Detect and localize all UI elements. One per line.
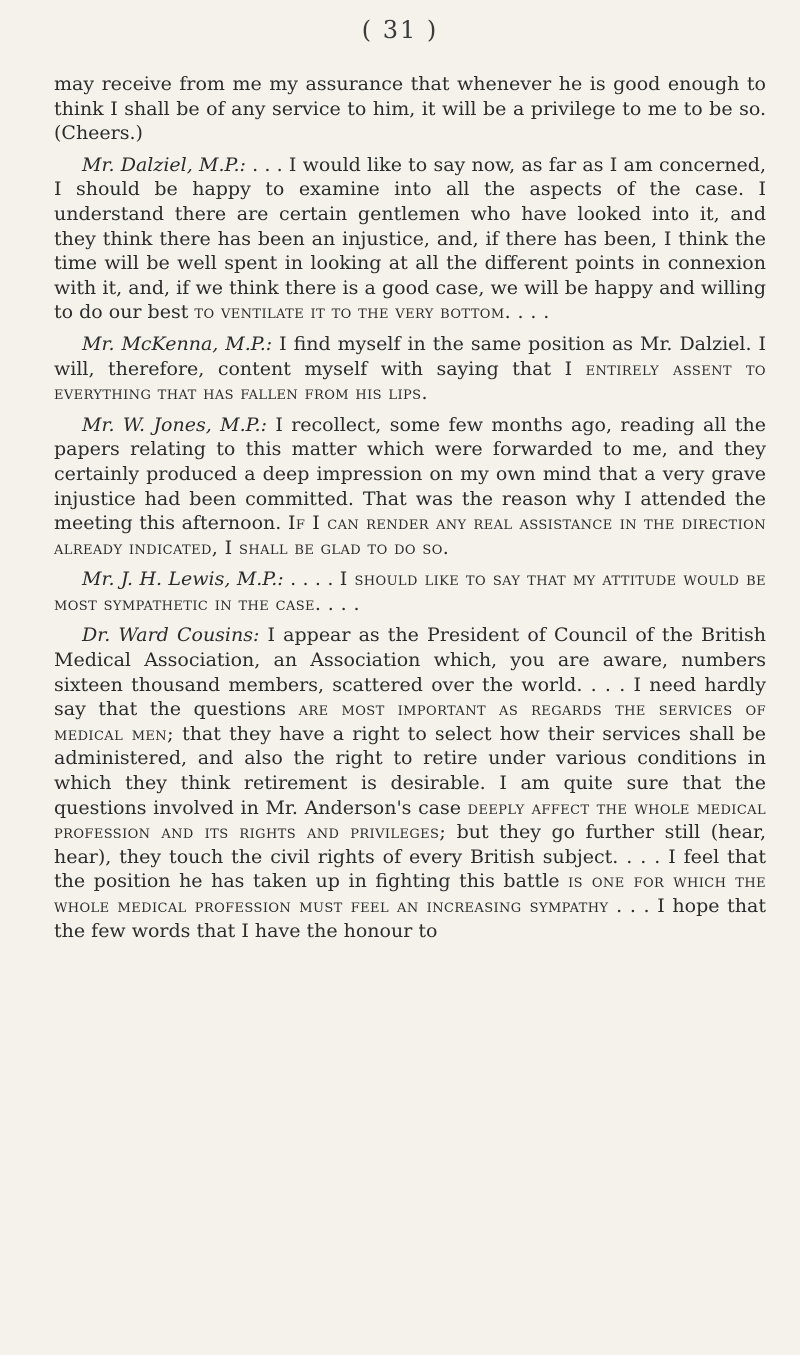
paragraph-small-caps: If I can render any real assistance in the direction already indicated, I shall be glad to do so. [54,512,766,559]
paragraph-text: may receive from me my assurance that whenever he is good enough to think I shall be of any service to him, it will be a privilege to me to be so. (Cheers.) [54,73,766,145]
paragraph-text: . . . I would like to say now, as far as I am concerned, I should be happy to examine into all the aspects of the case. I understand there are certain gentlemen who have looked into it, and they think there has been an injustice, and, if there has been, I think the time will be well spent in looking at all the different points in connexion with it, and, if we think there is a good case, we will be happy and willing to do our best [54,153,766,324]
paragraph-lewis [54,567,766,616]
paragraph-text: . . . . [283,568,340,591]
paragraph-small-caps: entirely assent to everything that has fallen from his lips. [54,357,766,405]
speaker-name: Mr. McKenna, M.P.: [82,332,273,355]
paragraph-small-caps: to ventilate it to the very bottom. . . . [194,301,550,324]
paragraph-small-caps: is one for which the whole medical profession must feel an increasing sympathy [54,870,766,917]
paragraph-mckenna [54,332,766,406]
paragraph-text-tail: but they go further still (hear, hear), they touch the civil rights of every British subject. . . . I feel that the position he has taken up in fighting this battle [54,821,766,893]
paragraph-text-tail: . . . I hope that the few words that I have the honour to [54,895,766,942]
speaker-name: Mr. J. H. Lewis, M.P.: [82,568,284,591]
paragraph-jones [54,413,766,561]
paragraph-small-caps: are most important as regards the services of medical men; [54,698,766,745]
paragraph-dalziel [54,153,766,325]
page-number: ( 31 ) [361,16,439,44]
paragraph-text: I find myself in the same position as Mr. Dalziel. I will, therefore, content myself with saying that I [54,332,767,380]
speaker-name: Mr. Dalziel, M.P.: [82,153,246,176]
paragraph-continuation [54,72,766,146]
paragraph-small-caps: deeply affect the whole medical profession and its rights and privileges; [54,796,766,844]
paragraph-text: I recollect, some few months ago, reading all the papers relating to this matter which were forwarded to me, and they certainly produced a deep impression on my own mind that a very grave injustice had been committed. That was the reason why I attended the meeting this afternoon. [54,413,766,535]
paragraph-text-tail: that they have a right to select how their services shall be administered, and also the right to retire under various conditions in which they think retirement is desirable. I am quite sure that the questions involved in Mr. Anderson's case [54,722,766,819]
speaker-name: Dr. Ward Cousins: [82,624,260,647]
speaker-name: Mr. W. Jones, M.P.: [82,413,267,436]
paragraph-small-caps: I should like to say that my attitude would be most sympathetic in the case. . . . [54,568,766,615]
paragraph-cousins [54,623,766,943]
body-text [54,72,766,950]
paragraph-text: I appear as the President of Council of the British Medical Association, an Association which, you are aware, numbers sixteen thousand members, scattered over the world. . . . I need hardly say that the questions [54,624,766,721]
